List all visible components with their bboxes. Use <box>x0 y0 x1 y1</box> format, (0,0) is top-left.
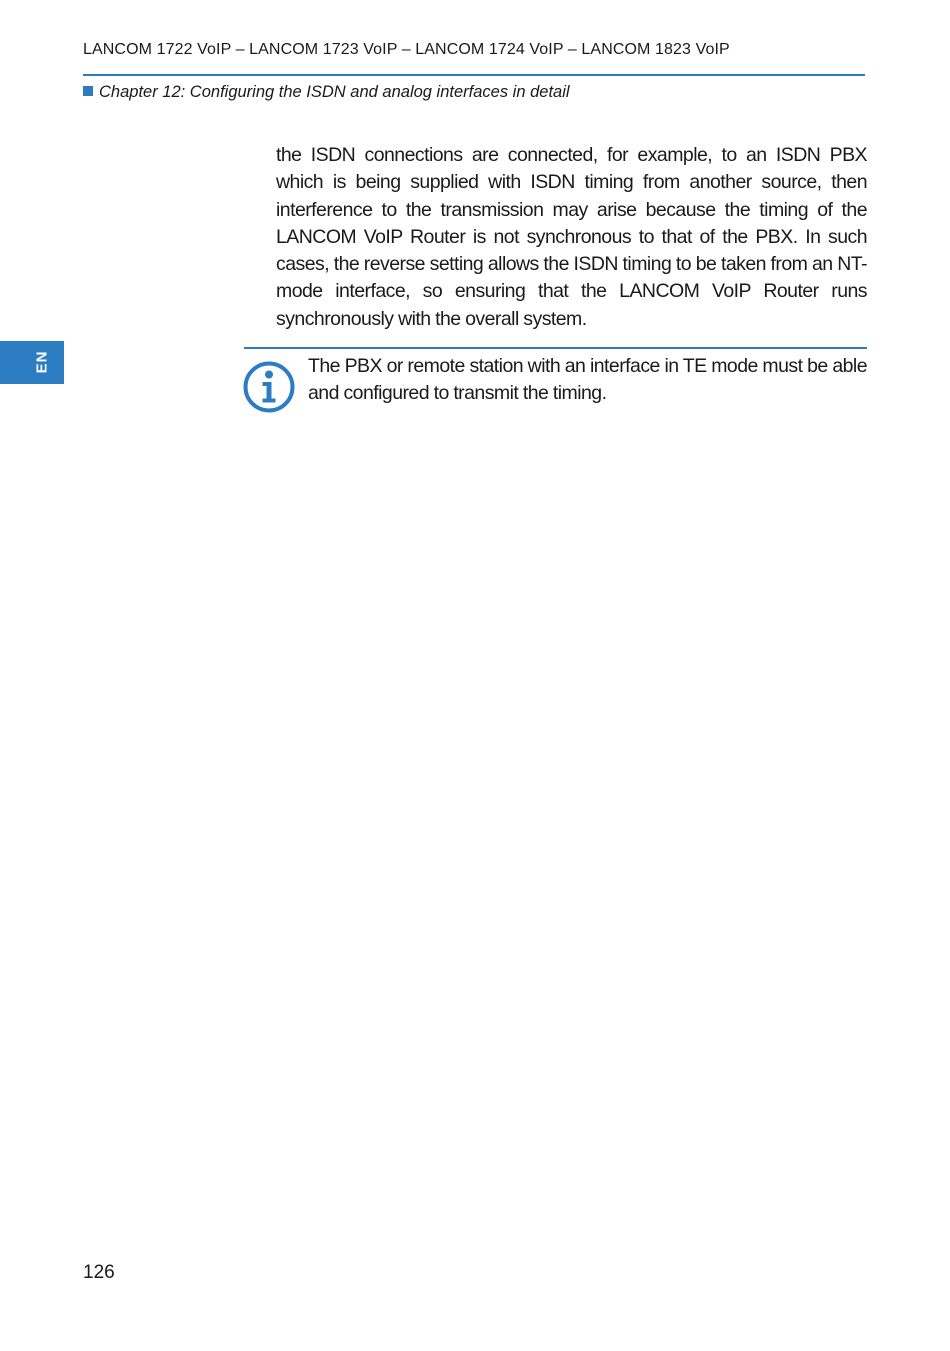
language-tab <box>0 341 64 384</box>
info-icon <box>243 361 295 413</box>
document-title: LANCOM 1722 VoIP – LANCOM 1723 VoIP – LANCOM 1724 VoIP – LANCOM 1823 VoIP <box>83 41 730 58</box>
note-text: The PBX or remote station with an interface in TE mode must be able and configured to transmit the timing. <box>308 355 867 405</box>
page-number: 126 <box>83 1262 115 1283</box>
body-paragraph: the ISDN connections are connected, for example, to an ISDN PBX which is being supplied with ISDN timing from another source, then interference to the transmission may arise because the timing of the LANCOM VoIP Router is not synchronous to that of the PBX. In such cases, the reverse setting allows the ISDN timing to be taken from an NT-mode interface, so ensuring that the LANCOM VoIP Router runs synchronously with the overall system. <box>276 144 867 330</box>
chapter-title: Chapter 12: Configuring the ISDN and analog interfaces in detail <box>99 83 570 101</box>
chapter-heading <box>83 83 570 102</box>
running-header <box>83 40 865 76</box>
note-divider <box>244 347 867 349</box>
language-tab-label: EN <box>33 350 51 374</box>
chapter-bullet-icon <box>83 86 93 96</box>
